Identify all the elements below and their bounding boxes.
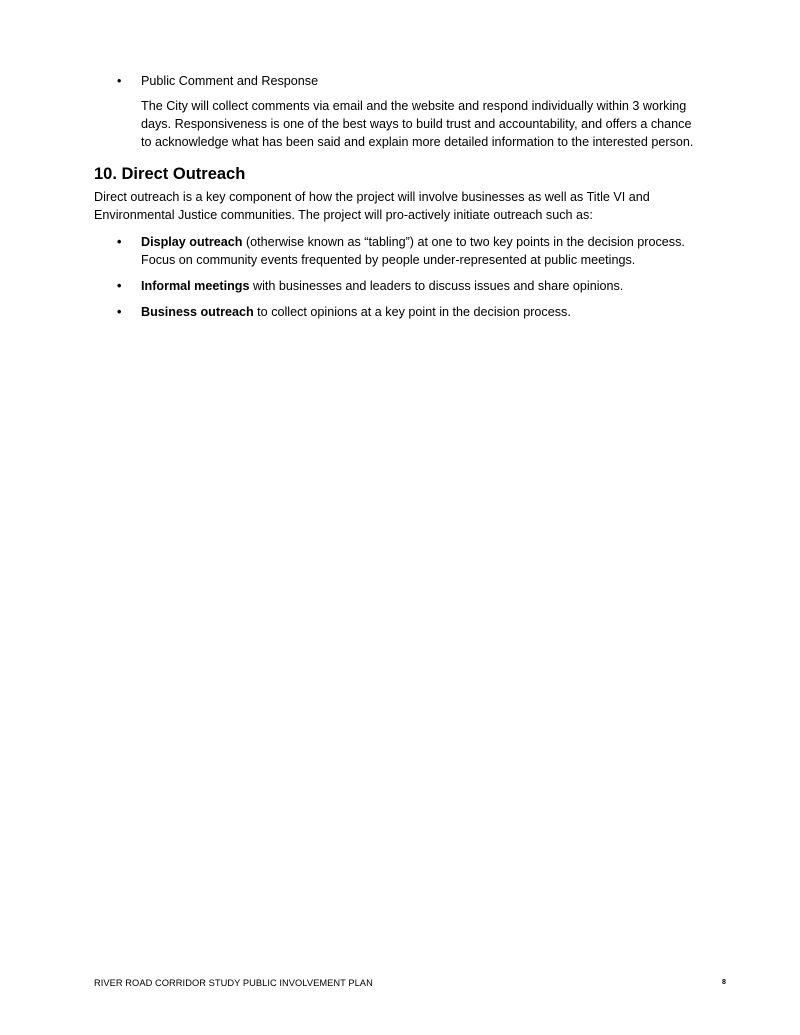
section-heading: 10. Direct Outreach <box>94 165 246 183</box>
bullet-title: Public Comment and Response <box>141 74 319 88</box>
paragraph-line: days. Responsiveness is one of the best ways to build trust and accountability, and offers a chance <box>141 117 692 131</box>
list-item <box>117 233 737 269</box>
list-item <box>117 277 737 295</box>
paragraph-line: Direct outreach is a key component of how the project will involve businesses as well as Title VI and <box>94 190 650 204</box>
item-text: with businesses and leaders to discuss issues and share opinions. <box>249 279 624 293</box>
list-item-text <box>141 303 737 321</box>
item-bold-label: Display outreach <box>141 235 243 249</box>
bullet-icon: • <box>117 235 122 249</box>
item-text-line2: Focus on community events frequented by people under-represented at public meetings. <box>141 253 636 267</box>
public-comment-paragraph <box>141 97 733 151</box>
bullet-icon: • <box>117 305 122 319</box>
list-item-text <box>141 233 737 269</box>
item-bold-label: Informal meetings <box>141 279 250 293</box>
bullet-icon: • <box>117 74 122 88</box>
paragraph-line: Environmental Justice communities. The project will pro-actively initiate outreach such as: <box>94 208 593 222</box>
footer-page-number: 8 <box>722 979 726 986</box>
paragraph-line: to acknowledge what has been said and explain more detailed information to the interested person. <box>141 135 694 149</box>
item-text: to collect opinions at a key point in the decision process. <box>253 305 571 319</box>
item-text: (otherwise known as “tabling”) at one to two key points in the decision process. <box>242 235 685 249</box>
footer-document-title: RIVER ROAD CORRIDOR STUDY PUBLIC INVOLVEMENT PLAN <box>94 978 373 988</box>
list-item-text <box>141 277 737 295</box>
bullet-public-comment <box>117 72 737 90</box>
list-item <box>117 303 737 321</box>
intro-paragraph <box>94 188 734 224</box>
bullet-icon: • <box>117 279 122 293</box>
item-bold-label: Business outreach <box>141 305 254 319</box>
paragraph-line: The City will collect comments via email and the website and respond individually within 3 working <box>141 99 687 113</box>
